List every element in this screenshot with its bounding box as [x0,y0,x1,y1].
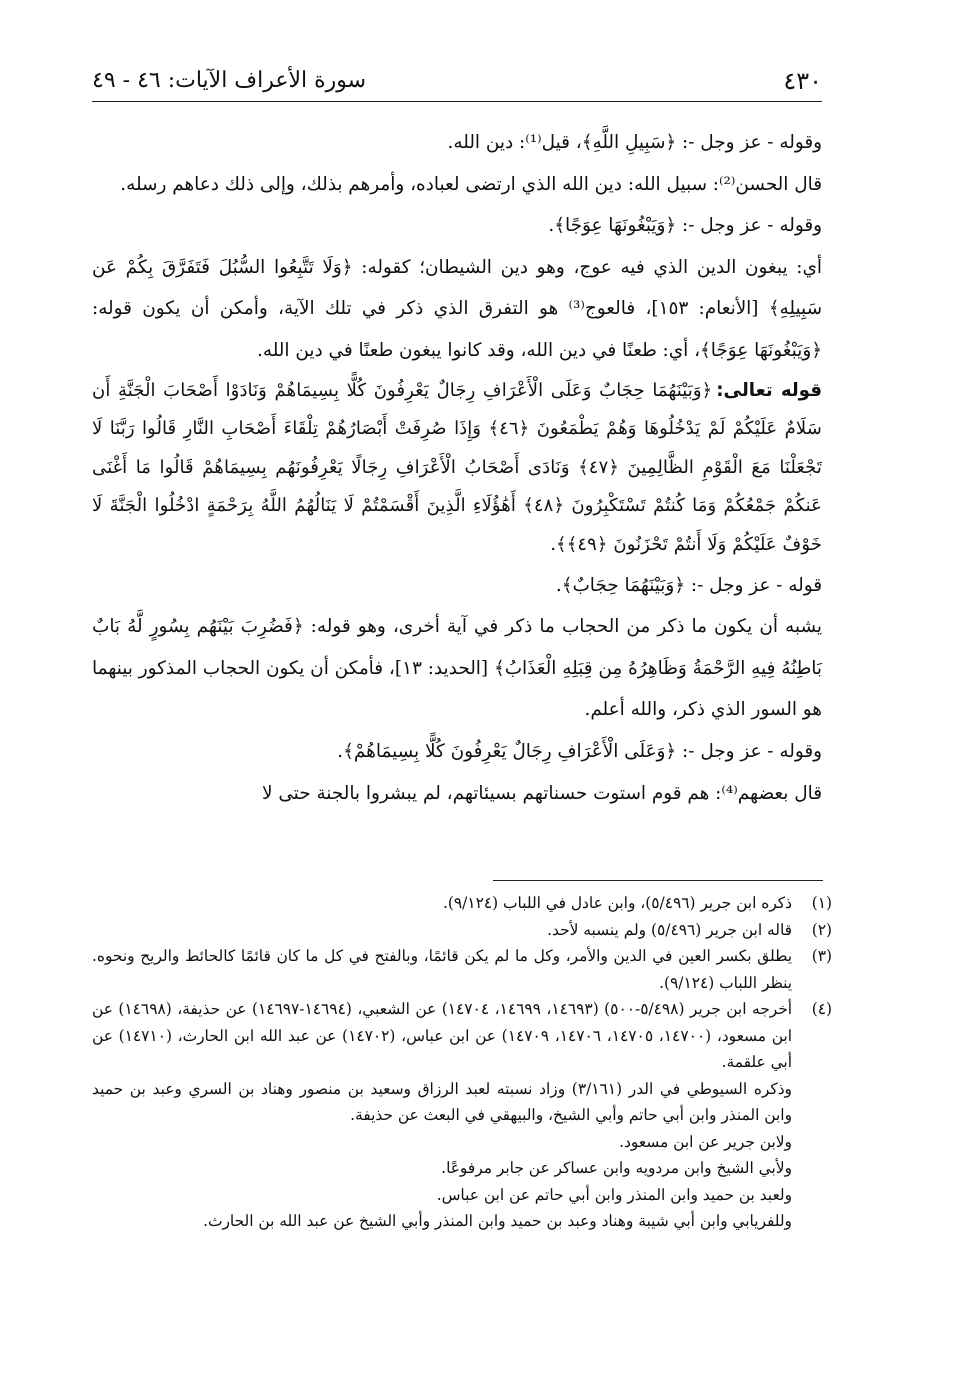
footnote-number: (١) [811,894,832,912]
footnote-text: قاله ابن جرير (٥/٤٩٦) ولم ينسبه لأحد. [547,920,792,939]
paragraph-6: يشبه أن يكون ما ذكر من الحجاب ما ذكر في آية أخرى، وهو قوله: ﴿فَضُرِبَ بَيْنَهُم بِسُورٍ لَّهُ بَابٌ بَاطِنُهُ فِيهِ الرَّحْمَةُ وَظَاهِرُهُ مِن قِبَلِهِ الْعَذَابُ﴾ [الحديد: ١٣]، فأمكن أن يكون الحجاب المذكور بينهما هو السور الذي ذكر، والله أعلم. [92,616,823,721]
footnote-number: (٣) [811,947,832,965]
footnote-3 [92,943,832,996]
footnote-4-continuation: وذكره السيوطي في الدر (٣/١٦١) وزاد نسبته لعبد الرزاق وسعيد بن منصور وهناد بن السري وعبد بن حميد وابن المنذر وابن أبي حاتم وأبي الشيخ، والبيهقي في البعث عن حذيفة. [92,1079,792,1124]
footnote-4-continuation: وللفريابي وابن أبي شيبة وهناد وعبد بن حميد وابن المنذر وأبي الشيخ عن عبد الله بن الحارث. [203,1212,792,1230]
verse-text: ﴿وَبَيْنَهُمَا حِجَابٌ وَعَلَى الْأَعْرَافِ رِجَالٌ يَعْرِفُونَ كُلًّا بِسِيمَاهُمْ وَنَادَوْا أَصْحَابَ الْجَنَّةِ أَن سَلَامٌ عَلَيْكُمْ لَمْ يَدْخُلُوهَا وَهُمْ يَطْمَعُونَ ﴿٤٦﴾ وَإِذَا صُرِفَتْ أَبْصَارُهُمْ تِلْقَاءَ أَصْحَابِ النَّارِ قَالُوا رَبَّنَا لَا تَجْعَلْنَا مَعَ الْقَوْمِ الظَّالِمِينَ ﴿٤٧﴾ وَنَادَى أَصْحَابُ الْأَعْرَافِ رِجَالًا يَعْرِفُونَهُم بِسِيمَاهُمْ قَالُوا مَا أَغْنَى عَنكُمْ جَمْعُكُمْ وَمَا كُنتُمْ تَسْتَكْبِرُونَ ﴿٤٨﴾ أَهَٰؤُلَاءِ الَّذِينَ أَقْسَمْتُمْ لَا يَنَالُهُمُ اللَّهُ بِرَحْمَةٍ ادْخُلُوا الْجَنَّةَ لَا خَوْفٌ عَلَيْكُمْ وَلَا أَنتُمْ تَحْزَنُونَ ﴿٤٩﴾﴾. [92,379,822,555]
footnote-4-continuation: ولابن جرير عن ابن مسعود. [619,1132,792,1151]
footnote-4 [92,996,832,1076]
paragraph-7: وقوله - عز وجل -: ﴿وَعَلَى الْأَعْرَافِ رِجَالٌ يَعْرِفُونَ كُلًّا بِسِيمَاهُمْ﴾. [337,740,822,762]
main-text [92,122,822,814]
paragraph-5: قوله - عز وجل -: ﴿وَبَيْنَهُمَا حِجَابٌ﴾. [555,574,822,596]
footnote-text: ذكره ابن جرير (٥/٤٩٦)، وابن عادل في اللباب (٩/١٢٤). [442,894,792,912]
footnote-1 [92,890,832,917]
footnote-4-continuation: ولأبي الشيخ وابن مردويه وابن عساكر عن جابر مرفوعًا. [441,1159,792,1177]
paragraph-1: وقوله - عز وجل -: ﴿سَبِيلِ اللَّهِ﴾، قيل⁽¹⁾: دين الله. [447,132,822,153]
paragraph-4: أي: يبغون الدين الذي فيه عوج، وهو دين الشيطان؛ كقوله: ﴿وَلَا تَتَّبِعُوا السُّبُلَ فَتَفَرَّقَ بِكُمْ عَن سَبِيلِهِ﴾ [الأنعام: ١٥٣]، فالعوج⁽³⁾ هو التفرق الذي ذكر في تلك الآية، وأمكن أن يكون قوله: ﴿وَيَبْغُونَهَا عِوَجًا﴾، أي: طعنًا في دين الله، وقد كانوا يبغون طعنًا في دين الله. [92,256,822,361]
paragraph-2: قال الحسن⁽²⁾: سبيل الله: دين الله الذي ارتضى لعباده، وأمرهم بذلك، وإلى ذلك دعاهم رسله. [120,173,822,195]
paragraph-8: قال بعضهم⁽⁴⁾: هم قوم استوت حسناتهم بسيئاتهم، لم يبشروا بالجنة حتى لا [262,782,822,804]
page-number: ٤٣٠ [783,66,822,95]
footnote-number: (٤) [811,1000,832,1018]
verse-lead: قوله تعالى: [716,379,822,401]
footnote-4-continuation: ولعبد بن حميد وابن المنذر وابن أبي حاتم عن ابن عباس. [436,1185,792,1204]
footnote-number: (٢) [811,920,832,939]
paragraph-3: وقوله - عز وجل -: ﴿وَيَبْغُونَهَا عِوَجًا﴾. [548,215,822,237]
running-title: سورة الأعراف الآيات: ٤٦ - ٤٩ [92,68,367,93]
page-header [92,62,822,102]
footnote-text: يطلق بكسر العين في الدين والأمر، وكل ما لم يكن قائمًا، وبالفتح في كل ما كان قائمًا كالحائط والريح ونحوه. ينظر اللباب (٩/١٢٤). [92,947,792,992]
footnotes [92,890,832,1235]
footnote-2 [92,917,832,944]
verse-block [92,372,822,565]
footnote-text: أخرجه ابن جرير (٥/٤٩٨-٥٠٠) (١٤٦٩٣، ١٤٦٩٩، ١٤٧٠٤) عن الشعبي، (١٤٦٩٤-١٤٦٩٧) عن حذيفة، (١٤٦٩٨) عن ابن مسعود، (١٤٧٠٠، ١٤٧٠٥، ١٤٧٠٦، ١٤٧٠٩) عن ابن عباس، (١٤٧٠٢) عن عبد الله ابن الحارث، (١٤٧١٠) عن أبي علقمة. [92,1000,792,1071]
footnote-separator [493,880,823,881]
